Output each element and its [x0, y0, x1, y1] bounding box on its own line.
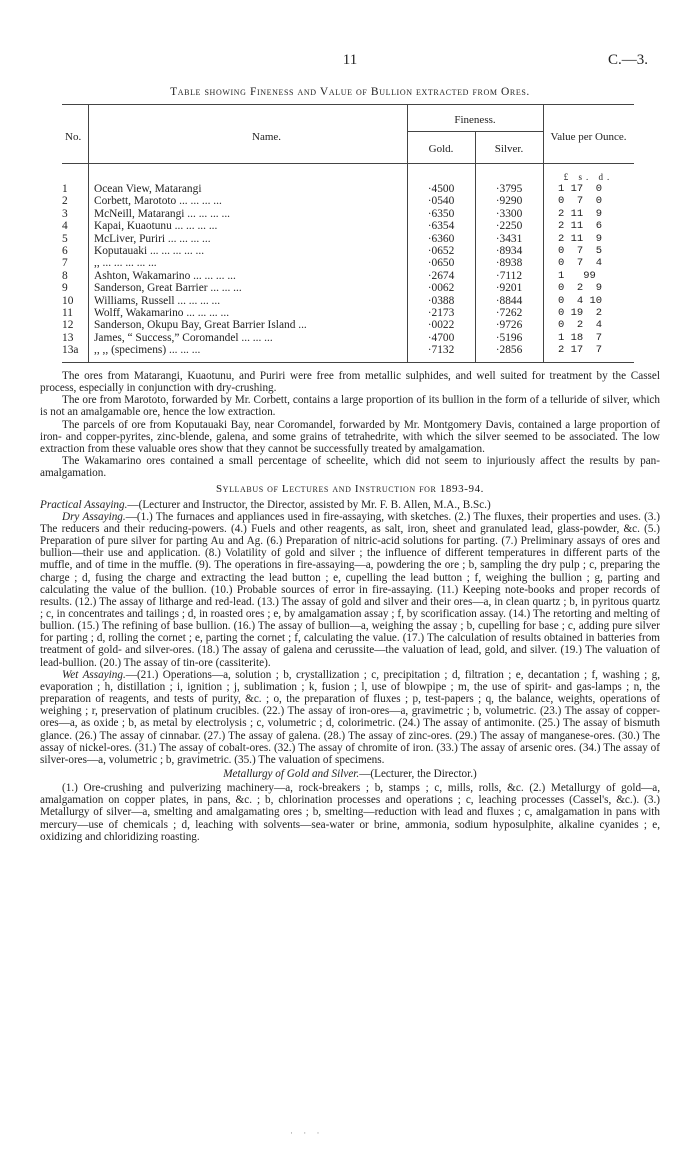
row-gold: ·0062 — [427, 282, 455, 295]
dry-assaying-paragraph — [40, 511, 660, 669]
table-title: Table showing Fineness and Value of Bullion extracted from Ores. — [170, 86, 530, 98]
wet-assaying-label: Wet Assaying. — [62, 668, 126, 681]
row-gold: ·6350 — [427, 207, 455, 220]
row-silver: ·8844 — [495, 294, 523, 307]
row-name: Kapai, Kuaotunu ... ... ... ... — [94, 220, 218, 233]
row-value: 0 2 4 — [558, 319, 603, 332]
row-value: 2 11 9 — [558, 207, 603, 220]
wet-assaying-text: —(21.) Operations—a, solution ; b, crystallization ; c, precipitation ; d, filtration ; e, decantation ; f, washing ; g, evaporation ; h, distillation ; i, ignition ; j, sublimation ; k, fusion ; l, use of blowpipe ; m, the use of spirit- and gas-lamps ; n, the preparation of reagents, and tests of purity, &c. ; o, the preparation of fluxes ; p, test-papers ; q, the balance, weights, operations of weighing ; r, preservation of platinum crucibles. (22.) The assay of iron-ores—a, gravimetric ; b, volumetric. (23.) The assay of copper-ores—a, as oxide ; b, as metal by electrolysis ; c, volumetric ; d, colorimetric. (24.) The assay of antimonite. (25.) The assay of bismuth glance. (26.) The assay of cinnabar. (27.) The assay of galena. (28.) The assay of zinc-ores. (29.) The assay of manganese-ores. (30.) The assay of nickel-ores. (31.) The assay of cobalt-ores. (32.) The assay of chromite of iron. (33.) The assay of arsenic ores. (34.) The assay of silver-ores—a, volumetric ; b, gravimetric. (35.) The valuation of specimens. — [40, 668, 660, 766]
note-paragraph: The ores from Matarangi, Kuaotunu, and Puriri were free from metallic sulphides, and well suited for treatment by the Cassel process, especially in conjunction with dry-crushing. — [40, 370, 660, 395]
row-value: 0 4 10 — [558, 294, 603, 307]
wet-assaying-paragraph — [40, 669, 660, 766]
row-value: 0 7 4 — [558, 257, 603, 270]
row-number: 4 — [62, 220, 68, 233]
row-silver: ·9726 — [495, 319, 523, 332]
table-row — [62, 319, 634, 331]
row-silver: ·3431 — [495, 232, 523, 245]
row-silver: ·9201 — [495, 282, 523, 295]
row-number: 9 — [62, 282, 68, 295]
syllabus-heading: Syllabus of Lectures and Instruction for 1893-94. — [215, 483, 485, 496]
page-number: 11 — [342, 52, 358, 68]
row-gold: ·0022 — [427, 319, 455, 332]
table-row — [62, 270, 634, 282]
row-gold: ·2173 — [427, 306, 455, 319]
row-silver: ·9290 — [495, 195, 523, 208]
metallurgy-heading — [40, 768, 660, 780]
notes — [40, 370, 660, 479]
table-row — [62, 332, 634, 344]
row-value: 2 11 9 — [558, 232, 603, 245]
row-silver: ·8934 — [495, 244, 523, 257]
row-silver: ·5196 — [495, 331, 523, 344]
column-header-value: Value per Ounce. — [550, 131, 627, 143]
row-gold: ·0540 — [427, 195, 455, 208]
row-number: 5 — [62, 232, 68, 245]
metallurgy-label: Metallurgy of Gold and Silver. — [223, 768, 360, 780]
table-row — [62, 257, 634, 269]
row-gold: ·0652 — [427, 244, 455, 257]
units-row — [62, 170, 634, 183]
row-value: 0 2 9 — [558, 282, 603, 295]
row-number: 7 — [62, 257, 68, 270]
table-row — [62, 208, 634, 220]
page-marks: · · · — [290, 1128, 324, 1138]
document-reference: C.—3. — [607, 52, 648, 68]
metallurgy-paragraph: (1.) Ore-crushing and pulverizing machinery—a, rock-breakers ; b, stamps ; c, mills, rolls, &c. (2.) Metallurgy of gold—a, amalgamation on copper plates, in pans, &c. ; b, chlorination processes and operations ; c, leaching processes (Cassel's, &c.). (3.) Metallurgy of silver—a, smelting and amalgamating ores ; b, smelting—reduction with lead and fluxes ; c, amalgamation in pans with mercury—use of chemicals ; d, leaching with solvents—sea-water or brine, ammonia, sodium hyposulphite, alkaline cyanides ; e, oxidizing and chloridizing roasting. — [40, 782, 660, 843]
row-name: Koputauaki ... ... ... ... ... — [94, 244, 205, 257]
practical-assaying-label: Practical Assaying. — [40, 498, 128, 511]
row-gold: ·2674 — [427, 269, 455, 282]
row-silver: ·2250 — [495, 220, 523, 233]
row-name: ,, ... ... ... ... ... — [94, 257, 157, 270]
row-gold: ·4700 — [427, 331, 455, 344]
row-name: McNeill, Matarangi ... ... ... ... — [94, 207, 231, 220]
row-name: Sanderson, Okupu Bay, Great Barrier Island ... — [94, 319, 307, 332]
table-header — [62, 105, 634, 164]
table-row — [62, 245, 634, 257]
row-name: ,, ,, (specimens) ... ... ... — [94, 344, 201, 357]
row-number: 8 — [62, 269, 68, 282]
row-number: 12 — [62, 319, 74, 332]
row-number: 6 — [62, 244, 68, 257]
row-value: 2 17 7 — [558, 344, 603, 357]
row-silver: ·3300 — [495, 207, 523, 220]
row-silver: ·2856 — [495, 344, 523, 357]
currency-units: £ s. d. — [563, 172, 614, 182]
row-value: 2 11 6 — [558, 220, 603, 233]
column-header-no: No. — [65, 131, 82, 143]
table-row — [62, 282, 634, 294]
row-gold: ·7132 — [427, 344, 455, 357]
row-number: 13 — [62, 331, 74, 344]
row-silver: ·7262 — [495, 306, 523, 319]
row-number: 13a — [62, 344, 79, 357]
row-value: 0 7 0 — [558, 195, 603, 208]
row-value: 0 19 2 — [558, 306, 603, 319]
column-header-fineness: Fineness. — [454, 114, 496, 126]
row-name: Sanderson, Great Barrier ... ... ... — [94, 282, 242, 295]
table-rows — [62, 183, 634, 356]
column-divider — [475, 131, 476, 163]
column-divider — [543, 105, 544, 163]
table-row — [62, 183, 634, 195]
row-name: Ashton, Wakamarino ... ... ... ... — [94, 269, 236, 282]
column-header-name: Name. — [252, 131, 282, 143]
row-name: Ocean View, Matarangi — [94, 183, 202, 195]
row-value: 1 17 0 — [558, 183, 603, 195]
column-divider — [88, 105, 89, 163]
table-row — [62, 195, 634, 207]
row-silver: ·3795 — [495, 183, 523, 195]
dry-assaying-text: —(1.) The furnaces and appliances used in fire-assaying, with sketches. (2.) The fluxes, their properties and uses. (3.) The reducers and their reducing-powers. (4.) Fuels and other reagents, as salt, iron, sheet and granulated lead, glass-powder, &c. (5.) Preparation of pure silver for parting Au and Ag. (6.) Preparation of nitric-acid solutions for parting. (7.) Preliminary assays of ores and bullion—their use and application. (8.) Volatility of gold and silver ; the influence of different temperatures in different parts of the muffle, and of time in the muffle. (9). The operations in fire-assaying—a, powdering the ore ; b, sampling the dry pulp ; c, preparing the charge ; d, fusing the charge and extracting the lead button ; e, cupelling the lead button ; f, weighing the bullion ; g, parting and calculating the value of the bullion. (10.) Probable sources of error in fire-assaying. (11.) Keeping note-books and proper records of results. (12.) The assay of litharge and red-lead. (13.) The assay of gold and silver and their ores—a, in clean quartz ; b, in pyritous quartz ; c, in concentrates and tailings ; d, in roasted ores ; e, by amalgamation assay ; f, by scorification assay. (14.) The retorting and melting of bullion. (15.) The refining of base bullion. (16.) The assay of bullion—a, weighing the assay ; b, cupelling for base ; c, adding pure silver for parting ; d, rolling the cornet ; e, parting the cornet ; f, calculating the value. (17.) The calculation of results obtained in batteries from treatment of gold- and silver-ores. (18.) The assay of galena and cerussite—the valuation of lead, gold, and silver. (19.) The valuation of lead-bullion. (20.) The assay of tin-ore (cassiterite). — [40, 510, 660, 669]
row-number: 10 — [62, 294, 74, 307]
table-row — [62, 233, 634, 245]
row-name: Wolff, Wakamarino ... ... ... ... — [94, 306, 230, 319]
row-number: 3 — [62, 207, 68, 220]
bullion-table — [62, 104, 634, 363]
row-gold: ·6354 — [427, 220, 455, 233]
practical-assaying-text: —(Lecturer and Instructor, the Director, assisted by Mr. F. B. Allen, M.A., B.Sc.) — [127, 498, 491, 511]
row-name: McLiver, Puriri ... ... ... ... — [94, 232, 211, 245]
row-number: 1 — [62, 183, 68, 195]
row-value: 0 7 5 — [558, 244, 603, 257]
row-number: 11 — [62, 306, 73, 319]
column-divider — [407, 105, 408, 163]
note-paragraph: The parcels of ore from Koputauaki Bay, near Coromandel, forwarded by Mr. Montgomery Davis, contained a large proportion of iron- and copper-pyrites, zinc-blende, galena, and some grains of tetrahedrite, with which the silver seemed to be associated. The low extraction from these valuable ores show that they cannot be successfully treated by amalgamation. — [40, 418, 660, 455]
row-silver: ·8938 — [495, 257, 523, 270]
table-row — [62, 344, 634, 356]
row-gold: ·0388 — [427, 294, 455, 307]
table-row — [62, 307, 634, 319]
metallurgy-lecturer: —(Lecturer, the Director.) — [359, 768, 477, 780]
row-name: Williams, Russell ... ... ... ... — [94, 294, 221, 307]
table-row — [62, 220, 634, 232]
practical-assaying-paragraph — [40, 499, 660, 511]
row-value: 1 18 7 — [558, 331, 603, 344]
table-body — [62, 164, 634, 362]
row-value: 1 99 — [558, 269, 596, 282]
row-number: 2 — [62, 195, 68, 208]
row-silver: ·7112 — [495, 269, 523, 282]
column-header-gold: Gold. — [428, 143, 454, 155]
row-name: Corbett, Marototo ... ... ... ... — [94, 195, 222, 208]
row-gold: ·4500 — [427, 183, 455, 195]
row-name: James, “ Success,” Coromandel ... ... ... — [94, 331, 273, 344]
table-row — [62, 295, 634, 307]
row-gold: ·6360 — [427, 232, 455, 245]
note-paragraph: The Wakamarino ores contained a small percentage of scheelite, which did not seem to injuriously affect the results by pan-amalgamation. — [40, 455, 660, 480]
row-gold: ·0650 — [427, 257, 455, 270]
column-header-silver: Silver. — [494, 143, 524, 155]
body-text — [40, 370, 660, 843]
dry-assaying-label: Dry Assaying. — [62, 510, 126, 523]
note-paragraph: The ore from Marototo, forwarded by Mr. Corbett, contains a large proportion of its bullion in the form of a telluride of silver, which is not an amalgamable ore, hence the low extraction. — [40, 394, 660, 419]
